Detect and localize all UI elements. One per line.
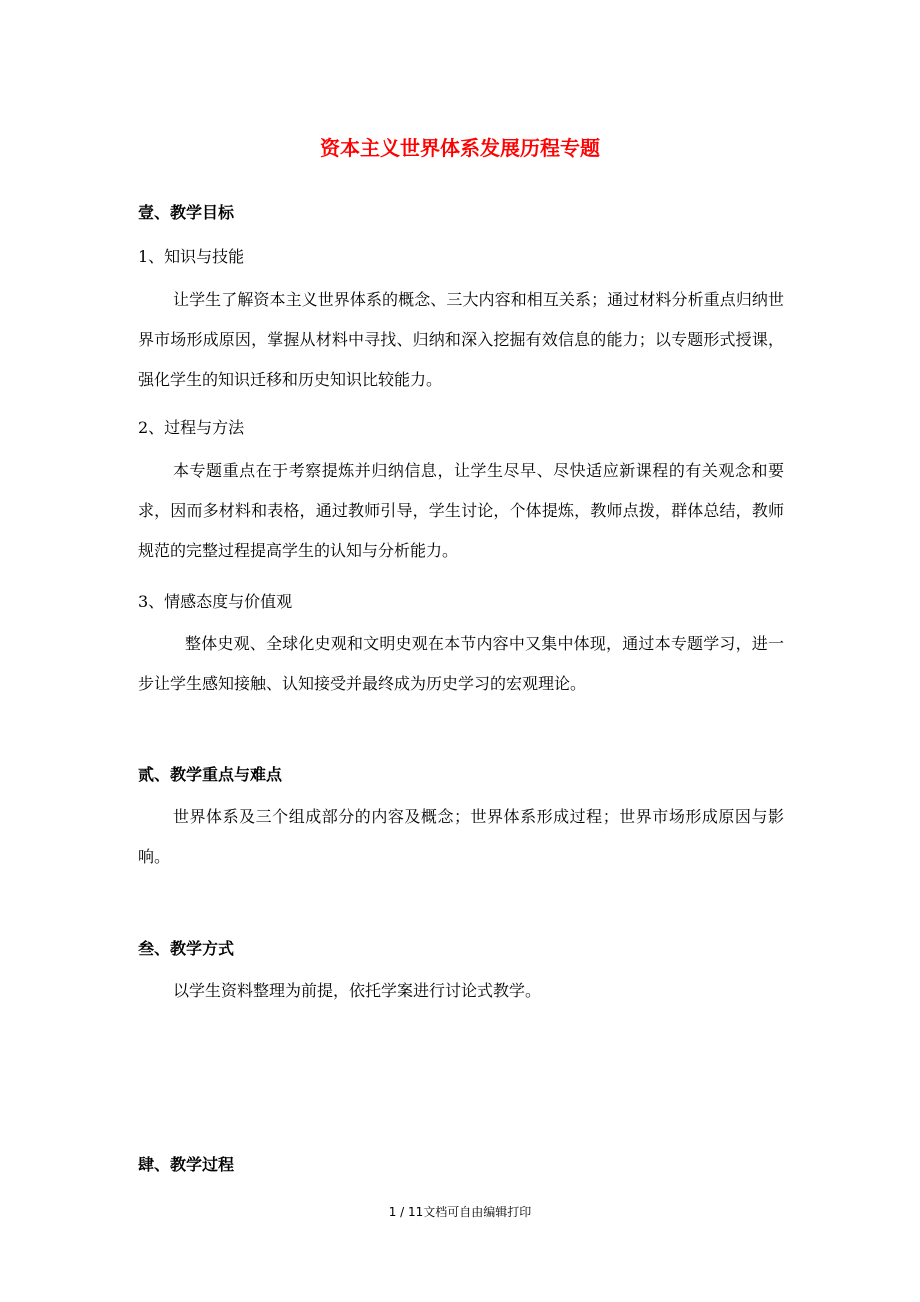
paragraph-key-points: 世界体系及三个组成部分的内容及概念；世界体系形成过程；世界市场形成原因与影响。 <box>138 807 784 866</box>
paragraph-values: 整体史观、全球化史观和文明史观在本节内容中又集中体现，通过本专题学习，进一步让学生感知接触、认知接受并最终成为历史学习的宏观理论。 <box>138 634 784 693</box>
section-heading-method: 叁、教学方式 <box>138 939 235 958</box>
document-title: 资本主义世界体系发展历程专题 <box>320 136 600 160</box>
paragraph-process: 本专题重点在于考察提炼并归纳信息，让学生尽早、尽快适应新课程的有关观念和要求，因而多材料和表格，通过教师引导，学生讨论，个体提炼，教师点拨，群体总结，教师规范的完整过程提高学生的认知与分析能力。 <box>138 461 784 560</box>
section-heading-key-points: 贰、教学重点与难点 <box>138 765 283 784</box>
subsection-label-values: 3、情感态度与价值观 <box>138 592 293 611</box>
paragraph-method: 以学生资料整理为前提，依托学案进行讨论式教学。 <box>173 981 542 1000</box>
subsection-label-knowledge: 1、知识与技能 <box>138 247 245 266</box>
subsection-label-process: 2、过程与方法 <box>138 418 245 437</box>
section-heading-objectives: 壹、教学目标 <box>138 203 235 222</box>
page-footer: 1 / 11文档可自由编辑打印 <box>388 1205 532 1219</box>
section-heading-process: 肆、教学过程 <box>138 1155 235 1174</box>
paragraph-knowledge: 让学生了解资本主义世界体系的概念、三大内容和相互关系；通过材料分析重点归纳世界市场形成原因，掌握从材料中寻找、归纳和深入挖掘有效信息的能力；以专题形式授课，强化学生的知识迁移和历史知识比较能力。 <box>138 290 784 389</box>
